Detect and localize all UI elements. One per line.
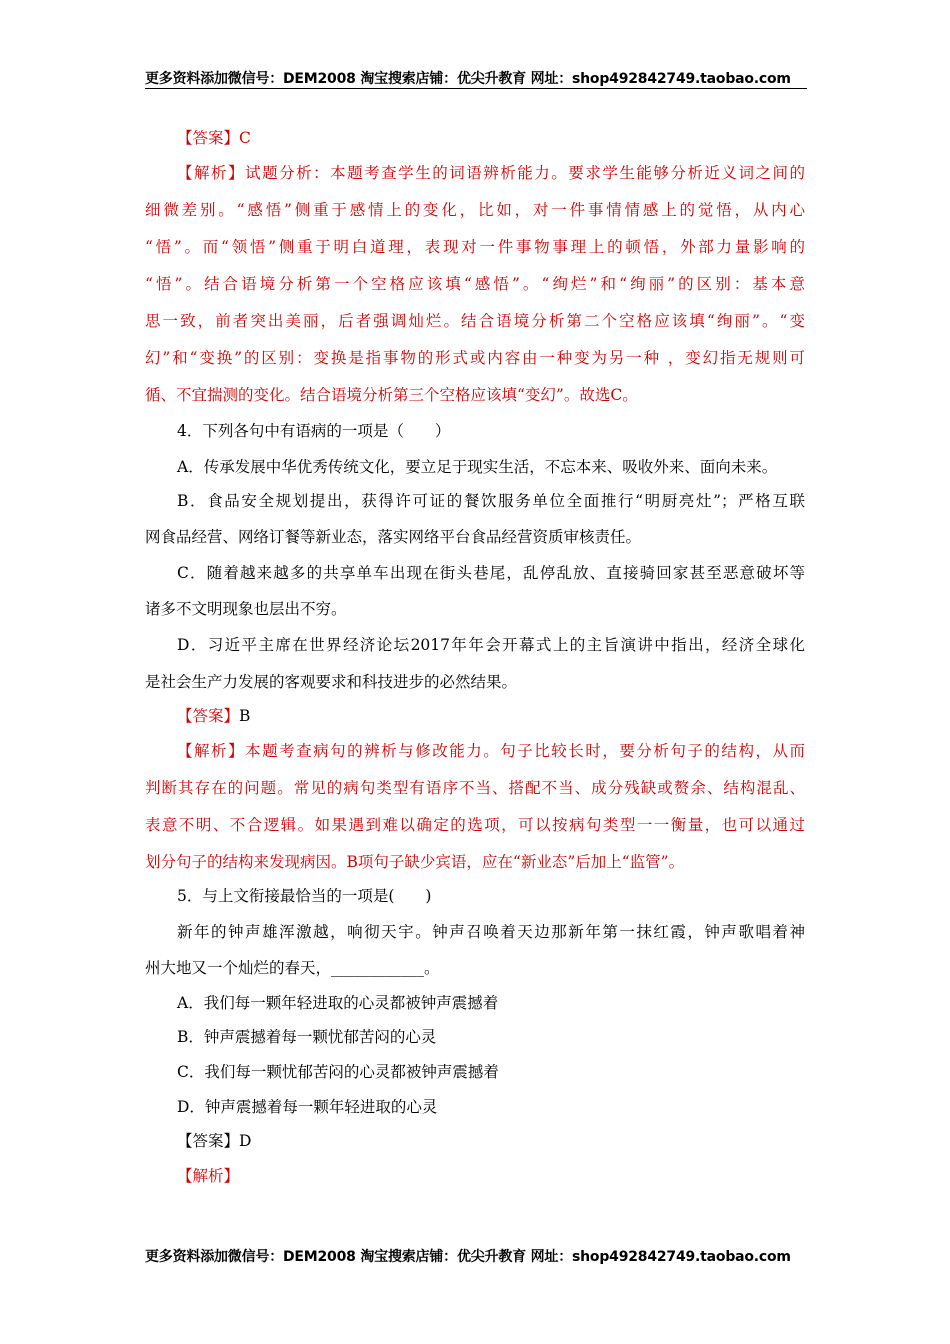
analysis-line-1 (177, 163, 805, 183)
question-4-option-c-cont: 诸多不文明现象也层出不穷。 (145, 600, 347, 618)
analysis-line-4: “悟”。结合语境分析第一个空格应该填“感悟”。“绚烂”和“绚丽”的区别：基本意 (145, 275, 805, 293)
analysis-tag: 【解析】 (177, 742, 246, 760)
analysis-q4-line-1 (177, 741, 805, 761)
analysis-line-5: 思一致，前者突出美丽，后者强调灿烂。结合语境分析第二个空格应该填“绚丽”。“变 (145, 312, 805, 330)
answer-line-3 (177, 1131, 251, 1151)
analysis-q4-line-4: 划分句子的结构来发现病因。B项句子缺少宾语，应在“新业态”后加上“监管”。 (145, 853, 685, 871)
question-5-passage-cont: 州大地又一个灿烂的春天，____________。 (145, 959, 440, 977)
question-4-option-b-cont: 网食品经营、网络订餐等新业态，落实网络平台食品经营资质审核责任。 (145, 528, 642, 546)
answer-line-1 (177, 128, 251, 148)
analysis-line-3: “悟”。而“领悟”侧重于明白道理，表现对一件事物事理上的顿悟，外部力量影响的 (145, 238, 805, 256)
question-4-option-d: D．习近平主席在世界经济论坛2017年年会开幕式上的主旨演讲中指出，经济全球化 (177, 636, 805, 654)
answer-value: B (239, 707, 251, 725)
question-5-stem: 5．与上文衔接最恰当的一项是( ) (177, 887, 432, 905)
question-4-stem: 4．下列各句中有语病的一项是（ ） (177, 422, 451, 440)
analysis-tag: 【解析】 (177, 1167, 240, 1185)
analysis-q4-line-2: 判断其存在的问题。常见的病句类型有语序不当、搭配不当、成分残缺或赘余、结构混乱、 (145, 779, 805, 797)
answer-tag: 【答案】 (177, 129, 240, 147)
question-4-option-b: B．食品安全规划提出，获得许可证的餐饮服务单位全面推行“明厨亮灶”；严格互联 (177, 492, 805, 510)
question-4-option-c: C．随着越来越多的共享单车出现在街头巷尾，乱停乱放、直接骑回家甚至恶意破坏等 (177, 564, 805, 582)
analysis-line-2: 细微差别。“感悟”侧重于感情上的变化，比如，对一件事情情感上的觉悟，从内心 (145, 201, 805, 219)
answer-value: C (239, 129, 251, 147)
answer-line-2 (177, 706, 250, 726)
question-5-option-b: B．钟声震撼着每一颗忧郁苦闷的心灵 (177, 1028, 437, 1046)
analysis-text: 本题考查病句的辨析与修改能力。句子比较长时，要分析句子的结构，从而 (245, 742, 805, 760)
question-5-option-d: D．钟声震撼着每一颗年轻进取的心灵 (177, 1098, 438, 1116)
question-5-passage: 新年的钟声雄浑激越，响彻天宇。钟声召唤着天边那新年第一抹红霞，钟声歌唱着神 (177, 923, 805, 941)
question-4-option-d-cont: 是社会生产力发展的客观要求和科技进步的必然结果。 (145, 673, 518, 691)
header-text: 更多资料添加微信号：DEM2008 淘宝搜索店铺：优尖升教育 网址：shop492842749.taobao.com (145, 71, 791, 87)
analysis-q4-line-3: 表意不明、不合逻辑。如果遇到难以确定的选项，可以按病句类型一一衡量，也可以通过 (145, 816, 805, 834)
question-5-option-c: C．我们每一颗忧郁苦闷的心灵都被钟声震撼着 (177, 1063, 499, 1081)
answer-tag: 【答案】 (177, 1132, 240, 1150)
answer-value: D (239, 1132, 252, 1150)
question-5-option-a: A．我们每一颗年轻进取的心灵都被钟声震撼着 (177, 994, 499, 1012)
analysis-line-6: 幻”和“变换”的区别：变换是指事物的形式或内容由一种变为另一种 ，变幻指无规则可 (145, 349, 805, 367)
footer-text: 更多资料添加微信号：DEM2008 淘宝搜索店铺：优尖升教育 网址：shop492842749.taobao.com (145, 1249, 791, 1265)
analysis-q5-line-1 (177, 1166, 239, 1186)
answer-tag: 【答案】 (177, 707, 240, 725)
question-4-option-a: A．传承发展中华优秀传统文化，要立足于现实生活，不忘本来、吸收外来、面向未来。 (177, 458, 778, 476)
analysis-text: 试题分析：本题考查学生的词语辨析能力。要求学生能够分析近义词之间的 (245, 164, 805, 182)
analysis-tag: 【解析】 (177, 164, 246, 182)
header-rule (145, 88, 807, 89)
analysis-line-7: 循、不宜揣测的变化。结合语境分析第三个空格应该填“变幻”。故选C。 (145, 386, 638, 404)
